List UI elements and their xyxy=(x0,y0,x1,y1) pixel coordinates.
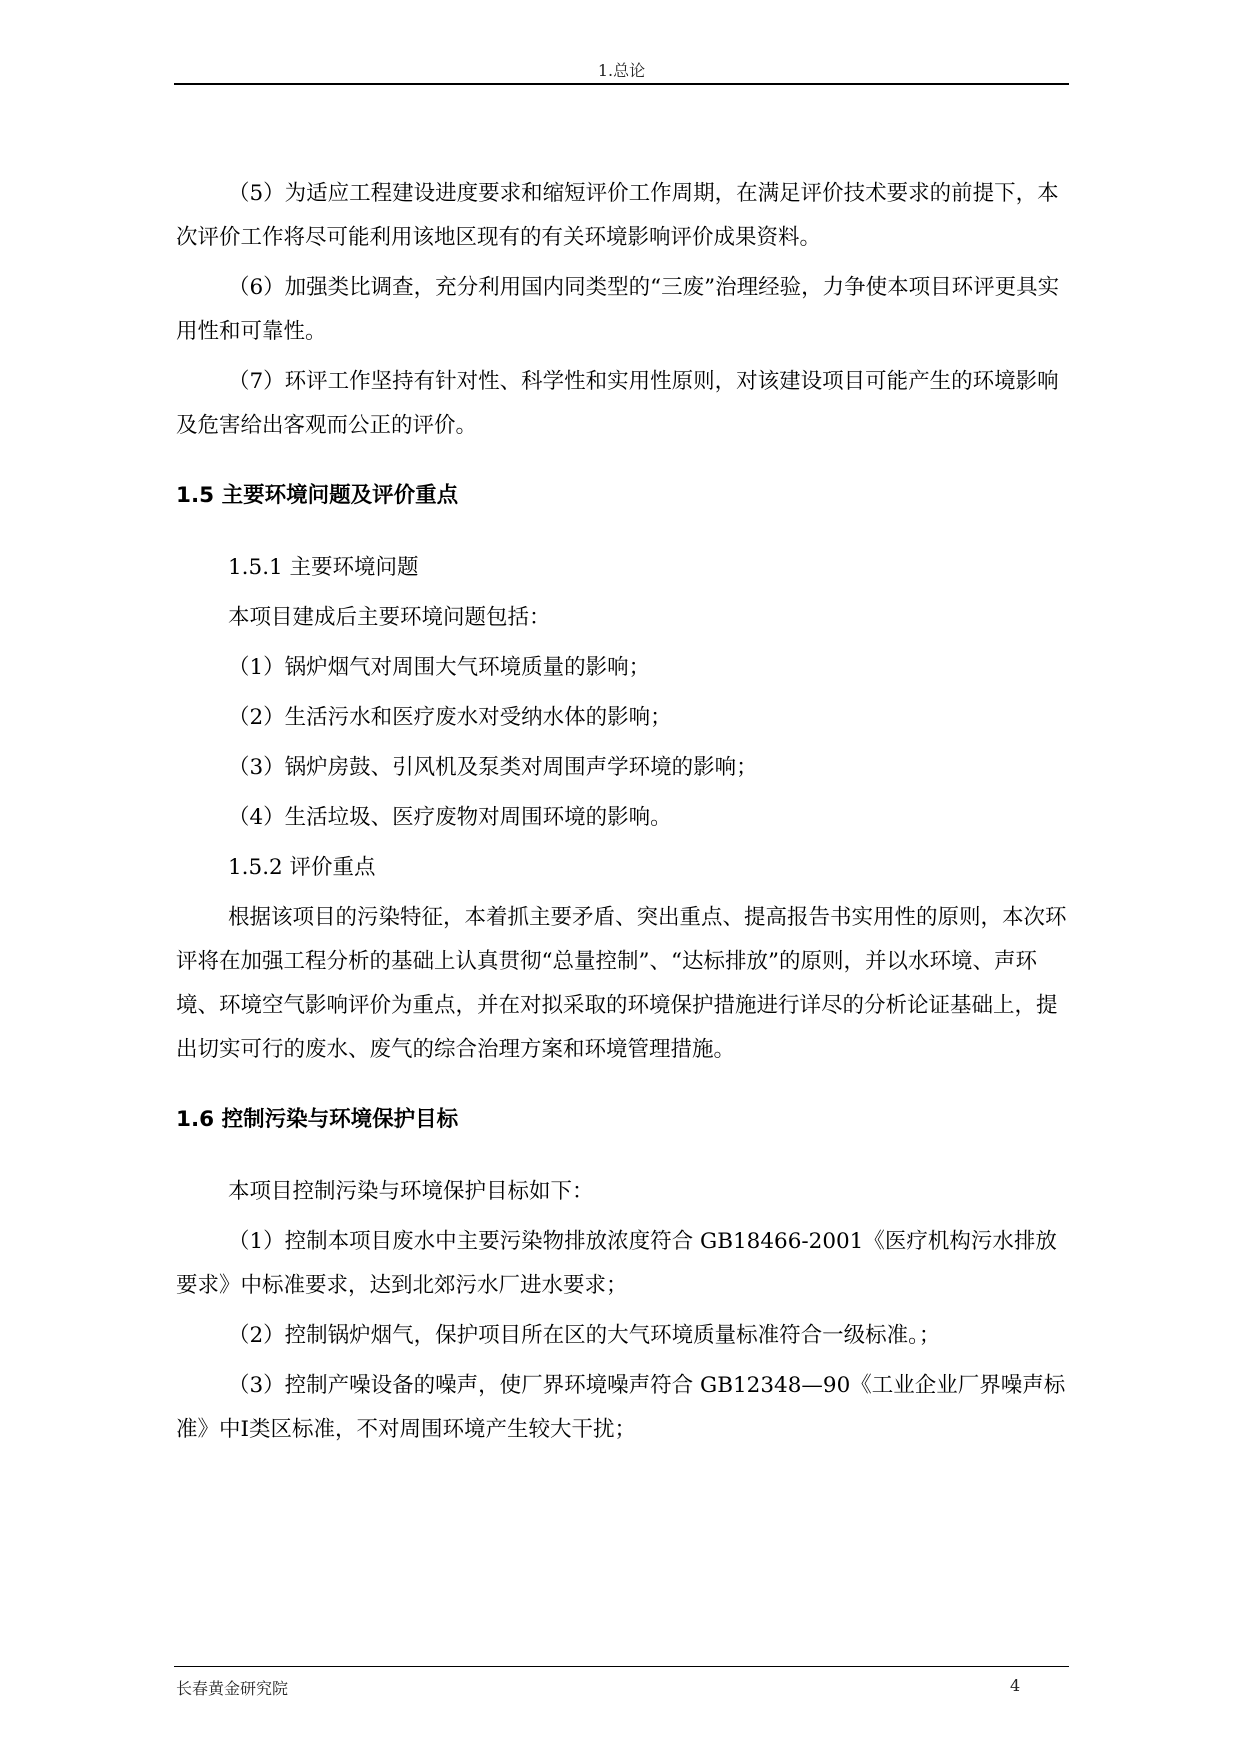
running-header: 1.总论 xyxy=(597,61,646,80)
list-item: （2）控制锅炉烟气，保护项目所在区的大气环境质量标准符合一级标准。； xyxy=(228,1323,941,1348)
section-heading-1-5: 1.5 主要环境问题及评价重点 xyxy=(176,483,459,508)
subsection-intro: 本项目建成后主要环境问题包括： xyxy=(228,605,551,630)
list-item: （1）锅炉烟气对周围大气环境质量的影响； xyxy=(228,655,651,680)
list-item: （1）控制本项目废水中主要污染物排放浓度符合 GB18466-2001《医疗机构污水排放要求》中标准要求，达到北郊污水厂进水要求； xyxy=(176,1229,1057,1298)
list-item: （3）控制产噪设备的噪声，使厂界环境噪声符合 GB12348—90《工业企业厂界噪声标准》中Ⅰ类区标准，不对周围环境产生较大干扰； xyxy=(176,1373,1066,1442)
page-body xyxy=(176,172,1068,1458)
subsection-title-1-5-1: 1.5.1 主要环境问题 xyxy=(228,555,419,580)
list-item: （3）锅炉房鼓、引风机及泵类对周围声学环境的影响； xyxy=(228,755,758,780)
page-number: 4 xyxy=(1010,1676,1021,1695)
paragraph-evaluation-focus: 根据该项目的污染特征，本着抓主要矛盾、突出重点、提高报告书实用性的原则，本次环评将在加强工程分析的基础上认真贯彻“总量控制”、“达标排放”的原则，并以水环境、声环境、环境空气影响评价为重点，并在对拟采取的环境保护措施进行详尽的分析论证基础上，提出切实可行的废水、废气的综合治理方案和环境管理措施。 xyxy=(176,905,1067,1062)
footer-divider xyxy=(174,1666,1069,1667)
paragraph-principle-7: （7）环评工作坚持有针对性、科学性和实用性原则，对该建设项目可能产生的环境影响及危害给出客观而公正的评价。 xyxy=(176,369,1059,438)
section-heading-1-6: 1.6 控制污染与环境保护目标 xyxy=(176,1107,459,1132)
list-item: （4）生活垃圾、医疗废物对周围环境的影响。 xyxy=(228,805,672,830)
section-intro: 本项目控制污染与环境保护目标如下： xyxy=(228,1179,594,1204)
paragraph-principle-6: （6）加强类比调查，充分利用国内同类型的“三废”治理经验，力争使本项目环评更具实用性和可靠性。 xyxy=(176,275,1060,344)
footer-organization: 长春黄金研究院 xyxy=(176,1679,289,1698)
header-divider xyxy=(174,83,1069,85)
list-item: （2）生活污水和医疗废水对受纳水体的影响； xyxy=(228,705,672,730)
paragraph-principle-5: （5）为适应工程建设进度要求和缩短评价工作周期，在满足评价技术要求的前提下，本次评价工作将尽可能利用该地区现有的有关环境影响评价成果资料。 xyxy=(176,181,1059,250)
subsection-title-1-5-2: 1.5.2 评价重点 xyxy=(228,855,376,880)
